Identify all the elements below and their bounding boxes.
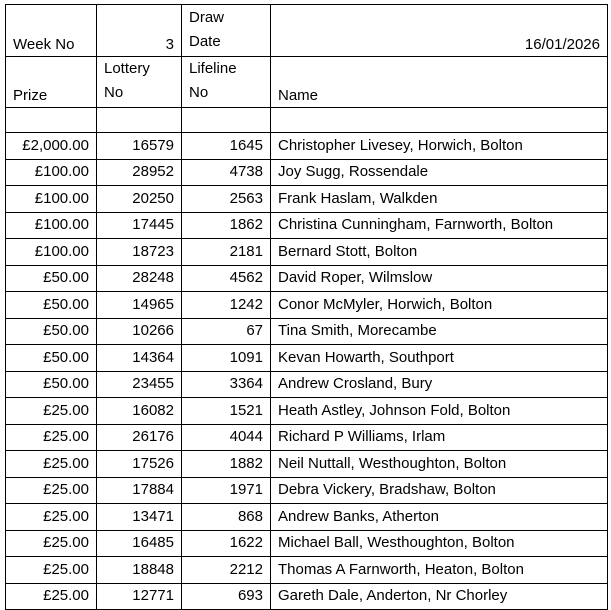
lifeline-no-cell: 1971	[182, 477, 271, 504]
lottery-no-cell: 17884	[97, 477, 182, 504]
lottery-no-cell: 28248	[97, 265, 182, 292]
lottery-no-cell: 28952	[97, 159, 182, 186]
name-cell: Gareth Dale, Anderton, Nr Chorley	[271, 583, 608, 610]
prize-cell: £100.00	[6, 186, 97, 213]
name-cell: Bernard Stott, Bolton	[271, 239, 608, 266]
prize-cell: £50.00	[6, 265, 97, 292]
prize-header: Prize	[6, 57, 97, 108]
prize-cell: £25.00	[6, 530, 97, 557]
lifeline-no-cell: 1622	[182, 530, 271, 557]
prize-cell: £25.00	[6, 583, 97, 610]
prize-cell: £25.00	[6, 424, 97, 451]
lottery-no-cell: 16579	[97, 133, 182, 160]
lifeline-no-cell: 1242	[182, 292, 271, 319]
lifeline-no-cell: 4738	[182, 159, 271, 186]
table-row	[6, 133, 608, 160]
table-row	[6, 557, 608, 584]
name-cell: Richard P Williams, Irlam	[271, 424, 608, 451]
lifeline-no-cell: 2563	[182, 186, 271, 213]
table-row	[6, 186, 608, 213]
week-label: Week No	[6, 5, 97, 57]
table-row	[6, 292, 608, 319]
name-cell: Kevan Howarth, Southport	[271, 345, 608, 372]
draw-label-line1: Draw	[189, 9, 225, 26]
lottery-no-cell: 17445	[97, 212, 182, 239]
lifeline-no-cell: 1882	[182, 451, 271, 478]
lottery-label-line2: No	[104, 84, 124, 101]
name-cell: Christina Cunningham, Farnworth, Bolton	[271, 212, 608, 239]
table-row	[6, 530, 608, 557]
lifeline-no-cell: 2212	[182, 557, 271, 584]
lottery-no-cell: 13471	[97, 504, 182, 531]
lottery-no-cell: 20250	[97, 186, 182, 213]
blank-cell	[182, 108, 271, 133]
draw-date-value: 16/01/2026	[271, 5, 608, 57]
lifeline-no-cell: 2181	[182, 239, 271, 266]
table-row	[6, 398, 608, 425]
prize-cell: £50.00	[6, 318, 97, 345]
blank-cell	[271, 108, 608, 133]
prize-cell: £2,000.00	[6, 133, 97, 160]
lifeline-no-cell: 1521	[182, 398, 271, 425]
lottery-no-cell: 16485	[97, 530, 182, 557]
lottery-no-cell: 16082	[97, 398, 182, 425]
table-row	[6, 477, 608, 504]
lottery-no-cell: 18723	[97, 239, 182, 266]
lottery-no-cell: 14965	[97, 292, 182, 319]
draw-date-label	[182, 5, 271, 57]
prize-cell: £50.00	[6, 345, 97, 372]
name-cell: David Roper, Wilmslow	[271, 265, 608, 292]
table-row	[6, 345, 608, 372]
name-cell: Joy Sugg, Rossendale	[271, 159, 608, 186]
table-row	[6, 424, 608, 451]
name-cell: Neil Nuttall, Westhoughton, Bolton	[271, 451, 608, 478]
table-row	[6, 265, 608, 292]
prize-cell: £25.00	[6, 477, 97, 504]
table-row	[6, 212, 608, 239]
blank-cell	[97, 108, 182, 133]
name-header: Name	[271, 57, 608, 108]
name-cell: Conor McMyler, Horwich, Bolton	[271, 292, 608, 319]
name-cell: Tina Smith, Morecambe	[271, 318, 608, 345]
lottery-no-cell: 23455	[97, 371, 182, 398]
name-cell: Debra Vickery, Bradshaw, Bolton	[271, 477, 608, 504]
name-cell: Michael Ball, Westhoughton, Bolton	[271, 530, 608, 557]
week-value: 3	[97, 5, 182, 57]
prize-cell: £25.00	[6, 504, 97, 531]
lifeline-no-cell: 1091	[182, 345, 271, 372]
draw-label-line2: Date	[189, 33, 221, 50]
name-cell: Heath Astley, Johnson Fold, Bolton	[271, 398, 608, 425]
prize-cell: £50.00	[6, 371, 97, 398]
prize-cell: £50.00	[6, 292, 97, 319]
lottery-no-cell: 10266	[97, 318, 182, 345]
name-cell: Christopher Livesey, Horwich, Bolton	[271, 133, 608, 160]
lifeline-label-line1: Lifeline	[189, 60, 237, 77]
table-row	[6, 159, 608, 186]
lifeline-no-cell: 868	[182, 504, 271, 531]
lifeline-no-cell: 693	[182, 583, 271, 610]
name-cell: Andrew Crosland, Bury	[271, 371, 608, 398]
lottery-no-cell: 14364	[97, 345, 182, 372]
name-cell: Frank Haslam, Walkden	[271, 186, 608, 213]
lifeline-header	[182, 57, 271, 108]
lottery-no-cell: 17526	[97, 451, 182, 478]
blank-row	[6, 108, 608, 133]
table-row	[6, 583, 608, 610]
prize-cell: £25.00	[6, 398, 97, 425]
lifeline-no-cell: 67	[182, 318, 271, 345]
lifeline-no-cell: 3364	[182, 371, 271, 398]
prize-cell: £25.00	[6, 451, 97, 478]
lottery-header	[97, 57, 182, 108]
prize-cell: £100.00	[6, 239, 97, 266]
lifeline-no-cell: 4044	[182, 424, 271, 451]
prize-cell: £100.00	[6, 212, 97, 239]
name-cell: Andrew Banks, Atherton	[271, 504, 608, 531]
prize-cell: £100.00	[6, 159, 97, 186]
table-row	[6, 504, 608, 531]
table-row	[6, 371, 608, 398]
lottery-no-cell: 26176	[97, 424, 182, 451]
lifeline-no-cell: 4562	[182, 265, 271, 292]
name-cell: Thomas A Farnworth, Heaton, Bolton	[271, 557, 608, 584]
header-row-week	[6, 5, 608, 57]
table-row	[6, 239, 608, 266]
lifeline-no-cell: 1645	[182, 133, 271, 160]
prize-cell: £25.00	[6, 557, 97, 584]
lifeline-label-line2: No	[189, 84, 209, 101]
lottery-no-cell: 12771	[97, 583, 182, 610]
lottery-no-cell: 18848	[97, 557, 182, 584]
table-row	[6, 451, 608, 478]
table-row	[6, 318, 608, 345]
header-row-columns	[6, 57, 608, 108]
lifeline-no-cell: 1862	[182, 212, 271, 239]
blank-cell	[6, 108, 97, 133]
results-table	[5, 4, 608, 610]
lottery-label-line1: Lottery	[104, 60, 150, 77]
